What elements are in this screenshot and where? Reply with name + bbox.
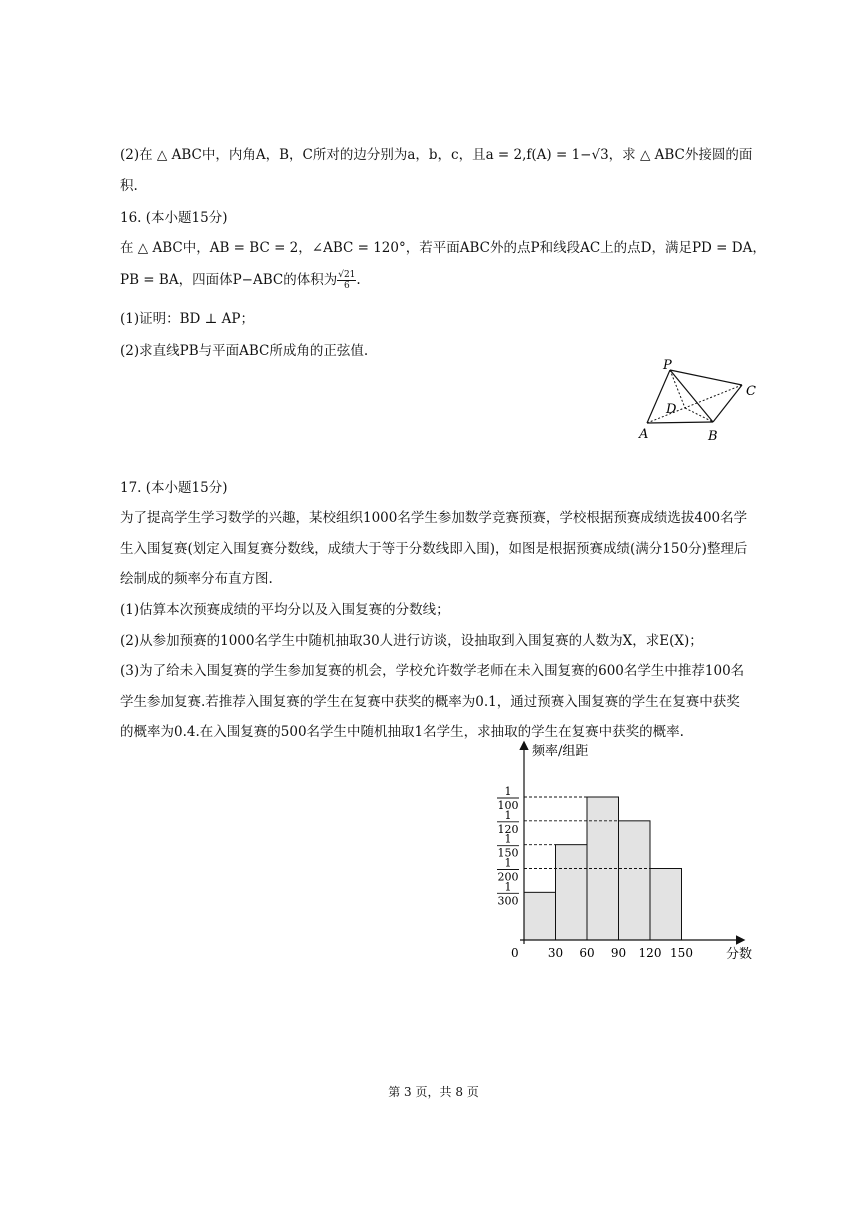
q15-part2-line2: 积. (120, 178, 138, 194)
q16-line2-text: PB = BA，四面体P−ABC的体积为 (120, 272, 338, 288)
x-tick-label: 30 (547, 946, 564, 960)
y-ticks (497, 785, 519, 907)
q17-header: 17. (本小题15分) (120, 480, 228, 496)
q17-part3-line2: 学生参加复赛.若推荐入围复赛的学生在复赛中获奖的概率为0.1，通过预赛入围复赛的学生在复赛中获奖 (120, 694, 740, 710)
y-axis-label: 频率/组距 (532, 744, 589, 759)
x-tick-label: 90 (610, 946, 627, 960)
edge-bd-hidden (685, 408, 713, 422)
volume-denominator: 6 (343, 281, 350, 291)
volume-fraction (337, 270, 356, 291)
page-footer: 第 3 页，共 8 页 (388, 1085, 479, 1099)
y-tick-denominator: 100 (497, 799, 519, 812)
label-b: B (708, 429, 718, 444)
q16-line2-end: . (356, 272, 361, 288)
y-tick-numerator: 1 (504, 856, 512, 870)
tetrahedron-figure (630, 355, 760, 445)
q16-part1: (1)证明：BD ⊥ AP； (120, 311, 254, 327)
y-tick-numerator: 1 (504, 808, 512, 822)
y-tick-denominator: 120 (497, 822, 519, 836)
q17-part1: (1)估算本次预赛成绩的平均分以及入围复赛的分数线； (120, 602, 450, 618)
y-tick-numerator: 1 (504, 785, 512, 798)
origin-label: 0 (511, 946, 519, 960)
q17-line1: 为了提高学生学习数学的兴趣，某校组织1000名学生参加数学竞赛预赛，学校根据预赛成绩选拔400名学 (120, 510, 748, 526)
q16-line2 (120, 268, 361, 291)
bars-layer (524, 797, 682, 940)
q17-line2: 生入围复赛(划定入围复赛分数线，成绩大于等于分数线即入围)，如图是根据预赛成绩(满分150分)整理后 (120, 541, 748, 557)
volume-numerator: √21 (338, 270, 356, 280)
histogram-bar (524, 892, 556, 940)
q17-line3: 绘制成的频率分布直方图. (120, 571, 273, 587)
x-ticks (548, 946, 693, 960)
q16-line1: 在 △ ABC中，AB = BC = 2，∠ABC = 120°，若平面ABC外的点P和线段AC上的点D，满足PD = DA， (120, 240, 766, 256)
q17-part2: (2)从参加预赛的1000名学生中随机抽取30人进行访谈，设抽取到入围复赛的人数为X，求E(X)； (120, 633, 703, 649)
edge-bc (713, 385, 742, 422)
histogram-bar (556, 845, 588, 940)
x-axis-label: 分数 (726, 947, 753, 962)
edge-ab (647, 422, 713, 423)
y-tick-numerator: 1 (504, 832, 512, 846)
q16-part2: (2)求直线PB与平面ABC所成角的正弦值. (120, 343, 369, 359)
label-p: P (663, 358, 672, 373)
histogram-bar (619, 821, 651, 940)
q17-part3-line1: (3)为了给未入围复赛的学生参加复赛的机会，学校允许数学老师在未入围复赛的600名学生中推荐100名 (120, 663, 745, 679)
label-c: C (746, 384, 756, 399)
x-tick-label: 60 (579, 946, 595, 960)
y-tick-denominator: 300 (497, 894, 519, 908)
label-a: A (639, 427, 649, 442)
x-tick-label: 120 (638, 946, 662, 960)
q17-part3-line3: 的概率为0.4.在入围复赛的500名学生中随机抽取1名学生，求抽取的学生在复赛中获奖的概率. (120, 724, 684, 740)
x-tick-label: 150 (670, 946, 693, 960)
y-tick-denominator: 150 (497, 846, 519, 860)
q16-header: 16. (本小题15分) (120, 210, 228, 226)
y-tick-numerator: 1 (504, 880, 512, 894)
y-tick-denominator: 200 (497, 870, 519, 884)
label-d: D (666, 402, 677, 417)
frequency-histogram (490, 735, 765, 970)
histogram-bar (650, 869, 682, 941)
q15-part2-line1: (2)在 △ ABC中，内角A，B，C所对的边分别为a，b，c，且a = 2,f(A) = 1−√3，求 △ ABC外接圆的面 (120, 147, 753, 163)
